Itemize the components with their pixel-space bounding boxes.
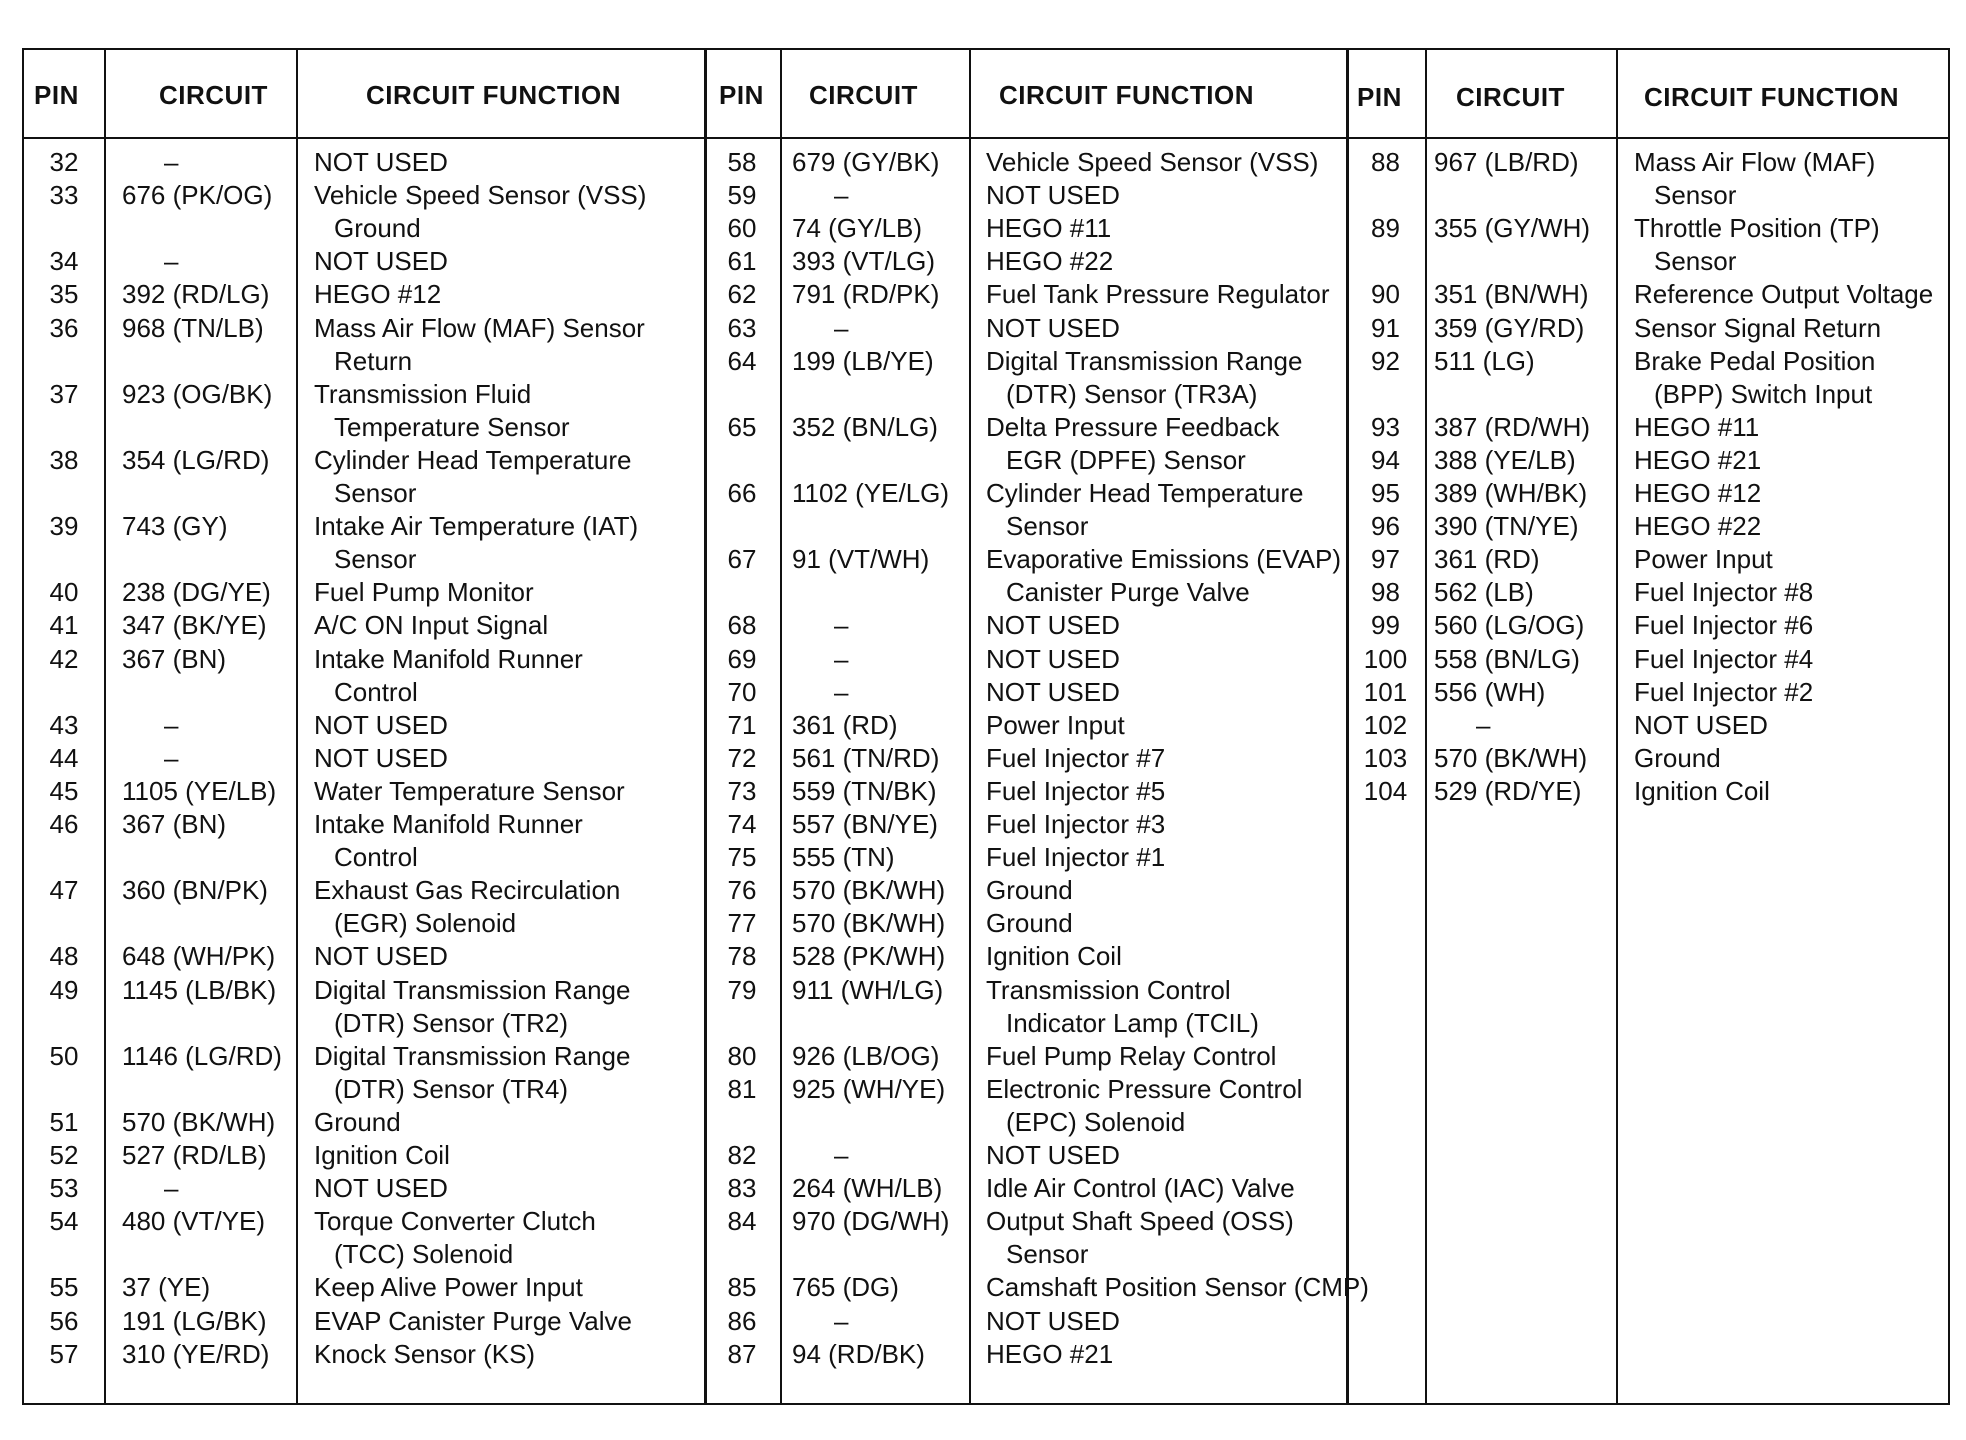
circuit-function: NOT USED: [314, 246, 448, 276]
circuit-function: HEGO #11: [1634, 412, 1760, 442]
circuit-code: 91 (VT/WH): [792, 544, 930, 574]
header-divider: [24, 137, 1948, 139]
circuit-function: Throttle Position (TP): [1634, 213, 1880, 243]
circuit-function: EGR (DPFE) Sensor: [1006, 445, 1246, 475]
circuit-function: Fuel Injector #6: [1634, 610, 1814, 640]
circuit-function: Sensor: [1654, 246, 1737, 276]
pin-number: 79: [727, 975, 757, 1005]
circuit-code: 561 (TN/RD): [792, 743, 940, 773]
circuit-code: 967 (LB/RD): [1434, 147, 1579, 177]
pin-number: 39: [49, 511, 79, 541]
circuit-function: Cylinder Head Temperature: [314, 445, 632, 475]
circuit-function: NOT USED: [986, 180, 1120, 210]
circuit-function: A/C ON Input Signal: [314, 610, 549, 640]
pin-number: 75: [727, 842, 757, 872]
circuit-function: Fuel Injector #7: [986, 743, 1166, 773]
pin-number: 46: [49, 809, 79, 839]
circuit-function: Knock Sensor (KS): [314, 1339, 536, 1369]
circuit-code: 527 (RD/LB): [122, 1140, 267, 1170]
circuit-code: 359 (GY/RD): [1434, 313, 1585, 343]
circuit-code: 351 (BN/WH): [1434, 279, 1589, 309]
circuit-code: 511 (LG): [1434, 346, 1535, 376]
circuit-code: 555 (TN): [792, 842, 895, 872]
circuit-code: 238 (DG/YE): [122, 577, 271, 607]
circuit-function: Power Input: [986, 710, 1125, 740]
circuit-code: 1105 (YE/LB): [122, 776, 277, 806]
circuit-code: 310 (YE/RD): [122, 1339, 270, 1369]
pinout-table: [22, 48, 1950, 1405]
pin-number: 66: [727, 478, 757, 508]
circuit-code: –: [834, 180, 849, 210]
pin-number: 100: [1363, 644, 1408, 674]
circuit-function: Fuel Pump Relay Control: [986, 1041, 1277, 1071]
circuit-code: 354 (LG/RD): [122, 445, 270, 475]
circuit-code: 367 (BN): [122, 644, 227, 674]
pin-number: 71: [727, 710, 757, 740]
circuit-code: –: [834, 313, 849, 343]
circuit-function: Fuel Injector #1: [986, 842, 1166, 872]
circuit-function: Power Input: [1634, 544, 1773, 574]
circuit-code: 559 (TN/BK): [792, 776, 937, 806]
circuit-function: Exhaust Gas Recirculation: [314, 875, 621, 905]
pin-number: 62: [727, 279, 757, 309]
header-pin: PIN: [34, 80, 79, 110]
circuit-function: NOT USED: [314, 743, 448, 773]
pin-number: 87: [727, 1339, 757, 1369]
circuit-function: Cylinder Head Temperature: [986, 478, 1304, 508]
circuit-function: Digital Transmission Range: [314, 975, 631, 1005]
circuit-function: Intake Manifold Runner: [314, 644, 583, 674]
circuit-function: Sensor: [1006, 1239, 1089, 1269]
pin-number: 36: [49, 313, 79, 343]
header-circuit-function: CIRCUIT FUNCTION: [1644, 82, 1899, 112]
pin-number: 37: [49, 379, 79, 409]
circuit-code: 570 (BK/WH): [792, 875, 946, 905]
circuit-code: 743 (GY): [122, 511, 228, 541]
circuit-code: 393 (VT/LG): [792, 246, 936, 276]
circuit-function: Evaporative Emissions (EVAP): [986, 544, 1341, 574]
circuit-function: (EGR) Solenoid: [334, 908, 517, 938]
circuit-function: NOT USED: [986, 610, 1120, 640]
circuit-function: Ignition Coil: [1634, 776, 1770, 806]
circuit-function: NOT USED: [986, 644, 1120, 674]
pin-number: 41: [49, 610, 79, 640]
circuit-code: –: [164, 710, 179, 740]
pin-number: 34: [49, 246, 79, 276]
pin-number: 59: [727, 180, 757, 210]
pin-number: 99: [1371, 610, 1400, 640]
circuit-function: Digital Transmission Range: [314, 1041, 631, 1071]
circuit-code: –: [164, 246, 179, 276]
circuit-code: 562 (LB): [1434, 577, 1534, 607]
circuit-function: NOT USED: [986, 1140, 1120, 1170]
circuit-code: –: [834, 610, 849, 640]
pin-number: 82: [727, 1140, 757, 1170]
circuit-function: NOT USED: [986, 1306, 1120, 1336]
circuit-function: Vehicle Speed Sensor (VSS): [314, 180, 647, 210]
circuit-code: 556 (WH): [1434, 677, 1546, 707]
circuit-function: Mass Air Flow (MAF): [1634, 147, 1876, 177]
table-body: [24, 146, 1948, 1396]
circuit-code: 925 (WH/YE): [792, 1074, 946, 1104]
circuit-code: 570 (BK/WH): [1434, 743, 1588, 773]
circuit-function: Ground: [314, 1107, 401, 1137]
circuit-function: Fuel Injector #2: [1634, 677, 1814, 707]
header-pin: PIN: [719, 80, 764, 110]
header-circuit-function: CIRCUIT FUNCTION: [366, 80, 621, 110]
circuit-function: Torque Converter Clutch: [314, 1206, 596, 1236]
circuit-function: Ground: [986, 875, 1073, 905]
circuit-function: Output Shaft Speed (OSS): [986, 1206, 1294, 1236]
circuit-function: (EPC) Solenoid: [1006, 1107, 1186, 1137]
pin-number: 69: [727, 644, 757, 674]
circuit-code: 361 (RD): [1434, 544, 1540, 574]
pin-number: 50: [49, 1041, 79, 1071]
circuit-function: Return: [334, 346, 413, 376]
pin-number: 95: [1371, 478, 1400, 508]
circuit-code: 361 (RD): [792, 710, 898, 740]
circuit-function: NOT USED: [986, 313, 1120, 343]
pin-number: 90: [1371, 279, 1400, 309]
circuit-function: Control: [334, 842, 418, 872]
circuit-function: NOT USED: [314, 710, 448, 740]
circuit-code: –: [164, 147, 179, 177]
pin-number: 65: [727, 412, 757, 442]
pin-number: 76: [727, 875, 757, 905]
circuit-function: (DTR) Sensor (TR2): [334, 1008, 569, 1038]
circuit-function: Temperature Sensor: [334, 412, 570, 442]
pin-number: 58: [727, 147, 757, 177]
header-circuit: CIRCUIT: [1456, 82, 1565, 112]
pin-number: 45: [49, 776, 79, 806]
circuit-code: 529 (RD/YE): [1434, 776, 1582, 806]
circuit-function: Idle Air Control (IAC) Valve: [986, 1173, 1295, 1203]
circuit-code: 926 (LB/OG): [792, 1041, 940, 1071]
pin-number: 73: [727, 776, 757, 806]
pin-number: 51: [49, 1107, 79, 1137]
pin-number: 52: [49, 1140, 79, 1170]
circuit-function: Transmission Control: [986, 975, 1231, 1005]
circuit-code: 968 (TN/LB): [122, 313, 264, 343]
circuit-function: Ignition Coil: [314, 1140, 450, 1170]
circuit-function: Ground: [1634, 743, 1721, 773]
pin-number: 88: [1371, 147, 1400, 177]
circuit-code: 1146 (LG/RD): [122, 1041, 282, 1071]
circuit-function: (DTR) Sensor (TR4): [334, 1074, 569, 1104]
circuit-code: 560 (LG/OG): [1434, 610, 1585, 640]
pin-number: 53: [49, 1173, 79, 1203]
circuit-function: Keep Alive Power Input: [314, 1272, 583, 1302]
circuit-code: 389 (WH/BK): [1434, 478, 1588, 508]
circuit-function: Indicator Lamp (TCIL): [1006, 1008, 1259, 1038]
circuit-function: Fuel Pump Monitor: [314, 577, 534, 607]
circuit-code: 1145 (LB/BK): [122, 975, 277, 1005]
circuit-code: 791 (RD/PK): [792, 279, 940, 309]
circuit-function: (DTR) Sensor (TR3A): [1006, 379, 1258, 409]
circuit-function: HEGO #22: [986, 246, 1114, 276]
circuit-function: Water Temperature Sensor: [314, 776, 625, 806]
pin-number: 40: [49, 577, 79, 607]
pin-number: 32: [49, 147, 79, 177]
pin-number: 67: [727, 544, 757, 574]
circuit-code: 480 (VT/YE): [122, 1206, 266, 1236]
circuit-function: Fuel Injector #8: [1634, 577, 1814, 607]
circuit-function: Ground: [986, 908, 1073, 938]
circuit-function: Digital Transmission Range: [986, 346, 1303, 376]
circuit-code: 765 (DG): [792, 1272, 899, 1302]
circuit-function: Mass Air Flow (MAF) Sensor: [314, 313, 645, 343]
pin-number: 64: [727, 346, 757, 376]
pin-number: 70: [727, 677, 757, 707]
circuit-code: –: [834, 1306, 849, 1336]
pin-number: 103: [1363, 743, 1408, 773]
circuit-function: Fuel Injector #3: [986, 809, 1166, 839]
circuit-code: –: [834, 644, 849, 674]
pin-number: 56: [49, 1306, 79, 1336]
circuit-code: 679 (GY/BK): [792, 147, 940, 177]
circuit-code: 558 (BN/LG): [1434, 644, 1580, 674]
circuit-function: Electronic Pressure Control: [986, 1074, 1303, 1104]
header-pin: PIN: [1357, 82, 1402, 112]
circuit-function: Vehicle Speed Sensor (VSS): [986, 147, 1319, 177]
circuit-code: 570 (BK/WH): [792, 908, 946, 938]
pin-number: 86: [727, 1306, 757, 1336]
circuit-function: Sensor Signal Return: [1634, 313, 1882, 343]
circuit-function: EVAP Canister Purge Valve: [314, 1306, 632, 1336]
circuit-code: –: [1476, 710, 1491, 740]
circuit-code: 360 (BN/PK): [122, 875, 268, 905]
circuit-code: 570 (BK/WH): [122, 1107, 276, 1137]
pin-number: 49: [49, 975, 79, 1005]
pin-number: 44: [49, 743, 79, 773]
circuit-function: Canister Purge Valve: [1006, 577, 1250, 607]
circuit-function: Sensor: [1654, 180, 1737, 210]
circuit-code: 557 (BN/YE): [792, 809, 938, 839]
circuit-function: Sensor: [334, 478, 417, 508]
circuit-code: 352 (BN/LG): [792, 412, 938, 442]
circuit-code: 347 (BK/YE): [122, 610, 267, 640]
pin-number: 94: [1371, 445, 1400, 475]
circuit-function: Fuel Injector #5: [986, 776, 1166, 806]
pin-number: 33: [49, 180, 79, 210]
pin-number: 92: [1371, 346, 1400, 376]
circuit-code: 199 (LB/YE): [792, 346, 934, 376]
circuit-function: Control: [334, 677, 418, 707]
circuit-function: Intake Air Temperature (IAT): [314, 511, 639, 541]
circuit-function: Brake Pedal Position: [1634, 346, 1876, 376]
header-circuit: CIRCUIT: [159, 80, 268, 110]
pin-number: 98: [1371, 577, 1400, 607]
circuit-function: Camshaft Position Sensor (CMP): [986, 1272, 1369, 1302]
circuit-code: 37 (YE): [122, 1272, 211, 1302]
pin-number: 102: [1363, 710, 1408, 740]
pin-number: 77: [727, 908, 757, 938]
pin-number: 43: [49, 710, 79, 740]
circuit-function: Intake Manifold Runner: [314, 809, 583, 839]
circuit-function: NOT USED: [314, 941, 448, 971]
circuit-code: 387 (RD/WH): [1434, 412, 1591, 442]
circuit-function: Delta Pressure Feedback: [986, 412, 1280, 442]
circuit-code: –: [164, 1173, 179, 1203]
circuit-code: 390 (TN/YE): [1434, 511, 1579, 541]
circuit-code: –: [164, 743, 179, 773]
circuit-function: (BPP) Switch Input: [1654, 379, 1873, 409]
circuit-function: (TCC) Solenoid: [334, 1239, 514, 1269]
circuit-code: –: [834, 677, 849, 707]
circuit-function: Sensor: [334, 544, 417, 574]
header-circuit-function: CIRCUIT FUNCTION: [999, 80, 1254, 110]
pin-number: 42: [49, 644, 79, 674]
pin-number: 57: [49, 1339, 79, 1369]
pin-number: 55: [49, 1272, 79, 1302]
pin-number: 61: [727, 246, 757, 276]
circuit-function: Reference Output Voltage: [1634, 279, 1934, 309]
circuit-function: Fuel Injector #4: [1634, 644, 1814, 674]
circuit-code: 94 (RD/BK): [792, 1339, 925, 1369]
pin-number: 83: [727, 1173, 757, 1203]
pin-number: 38: [49, 445, 79, 475]
circuit-function: NOT USED: [314, 1173, 448, 1203]
circuit-code: 367 (BN): [122, 809, 227, 839]
pin-number: 74: [727, 809, 757, 839]
circuit-code: 264 (WH/LB): [792, 1173, 943, 1203]
circuit-function: Transmission Fluid: [314, 379, 532, 409]
circuit-function: Ground: [334, 213, 421, 243]
pin-number: 89: [1371, 213, 1400, 243]
circuit-code: –: [834, 1140, 849, 1170]
circuit-function: Sensor: [1006, 511, 1089, 541]
pin-number: 84: [727, 1206, 757, 1236]
pin-number: 85: [727, 1272, 757, 1302]
pin-number: 91: [1371, 313, 1400, 343]
pin-number: 60: [727, 213, 757, 243]
circuit-code: 392 (RD/LG): [122, 279, 270, 309]
pin-number: 47: [49, 875, 79, 905]
pin-number: 72: [727, 743, 757, 773]
circuit-function: HEGO #21: [1634, 445, 1762, 475]
circuit-function: NOT USED: [1634, 710, 1768, 740]
circuit-function: HEGO #21: [986, 1339, 1114, 1369]
pin-number: 101: [1363, 677, 1408, 707]
circuit-code: 911 (WH/LG): [792, 975, 944, 1005]
circuit-function: Ignition Coil: [986, 941, 1122, 971]
circuit-function: HEGO #22: [1634, 511, 1762, 541]
pin-number: 48: [49, 941, 79, 971]
circuit-function: NOT USED: [986, 677, 1120, 707]
pin-number: 35: [49, 279, 79, 309]
circuit-function: NOT USED: [314, 147, 448, 177]
circuit-code: 648 (WH/PK): [122, 941, 276, 971]
pin-number: 80: [727, 1041, 757, 1071]
header-circuit: CIRCUIT: [809, 80, 918, 110]
circuit-code: 676 (PK/OG): [122, 180, 273, 210]
circuit-function: HEGO #12: [314, 279, 442, 309]
pin-number: 78: [727, 941, 757, 971]
pin-number: 68: [727, 610, 757, 640]
circuit-function: HEGO #11: [986, 213, 1112, 243]
circuit-code: 528 (PK/WH): [792, 941, 946, 971]
circuit-code: 388 (YE/LB): [1434, 445, 1576, 475]
circuit-function: Fuel Tank Pressure Regulator: [986, 279, 1330, 309]
pin-number: 81: [727, 1074, 757, 1104]
circuit-code: 923 (OG/BK): [122, 379, 273, 409]
circuit-code: 1102 (YE/LG): [792, 478, 950, 508]
pin-number: 97: [1371, 544, 1400, 574]
pin-number: 104: [1363, 776, 1408, 806]
pin-number: 63: [727, 313, 757, 343]
pin-number: 96: [1371, 511, 1400, 541]
circuit-code: 355 (GY/WH): [1434, 213, 1591, 243]
pin-number: 54: [49, 1206, 79, 1236]
circuit-code: 970 (DG/WH): [792, 1206, 950, 1236]
pin-number: 93: [1371, 412, 1400, 442]
circuit-code: 74 (GY/LB): [792, 213, 923, 243]
circuit-code: 191 (LG/BK): [122, 1306, 267, 1336]
circuit-function: HEGO #12: [1634, 478, 1762, 508]
